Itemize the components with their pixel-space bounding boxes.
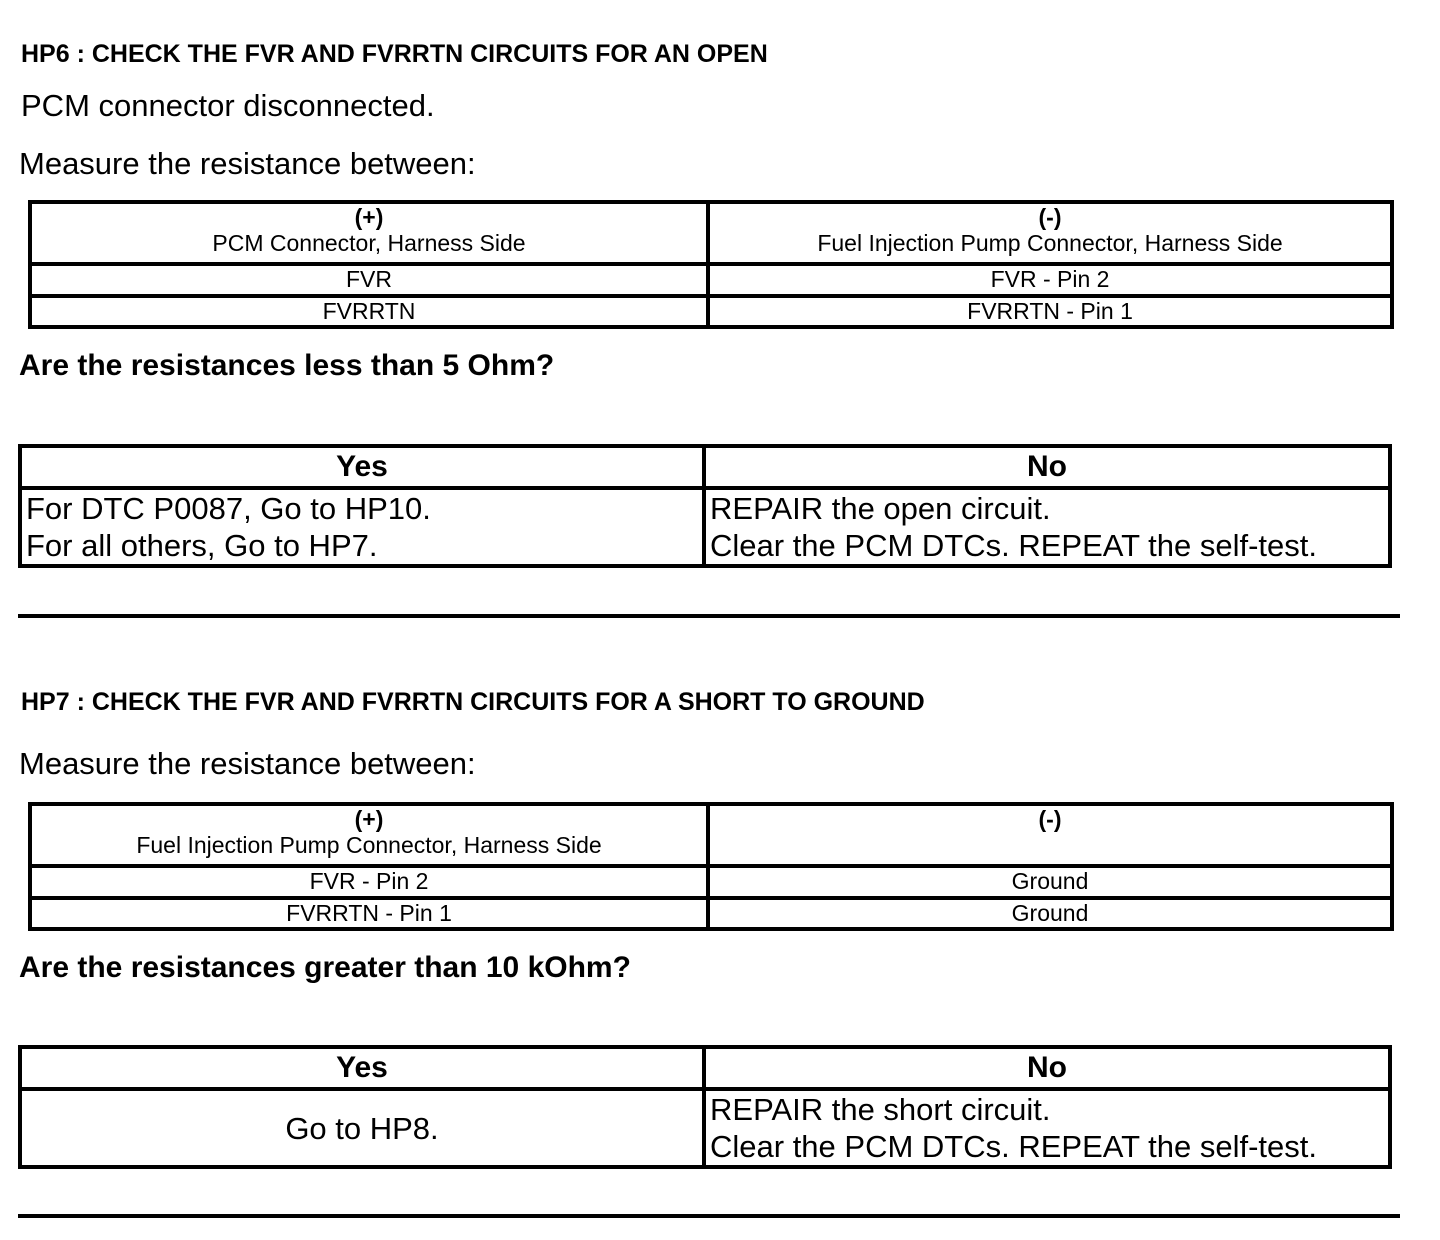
hp6-instruction: Measure the resistance between: bbox=[19, 146, 476, 181]
hp6-plus-sign: (+) bbox=[354, 204, 384, 230]
table-row bbox=[30, 296, 1392, 327]
table-row bbox=[20, 488, 1390, 566]
hp7-yes-header: Yes bbox=[20, 1047, 704, 1089]
hp6-minus-sign: (-) bbox=[1038, 204, 1062, 230]
section-divider bbox=[18, 614, 1400, 618]
hp7-yes-line-1: Go to HP8. bbox=[285, 1110, 439, 1146]
hp7-no-line-2: Clear the PCM DTCs. REPEAT the self-test. bbox=[710, 1129, 1317, 1165]
table-row bbox=[20, 1089, 1390, 1167]
hp7-minus-sign: (-) bbox=[1038, 806, 1062, 832]
hp6-row2-plus: FVRRTN bbox=[30, 296, 708, 327]
hp7-no-cell bbox=[704, 1089, 1390, 1167]
hp7-yes-cell bbox=[20, 1089, 704, 1167]
hp7-row2-plus: FVRRTN - Pin 1 bbox=[30, 898, 708, 929]
hp7-no-header: No bbox=[704, 1047, 1390, 1089]
hp7-minus-header-cell bbox=[708, 804, 1392, 866]
hp6-no-header: No bbox=[704, 446, 1390, 488]
hp7-no-line-1: REPAIR the short circuit. bbox=[710, 1092, 1051, 1127]
hp7-measurement-table bbox=[28, 802, 1394, 931]
hp7-plus-header-cell bbox=[30, 804, 708, 866]
hp6-yes-line-2: For all others, Go to HP7. bbox=[26, 528, 378, 564]
hp7-row1-plus: FVR - Pin 2 bbox=[30, 866, 708, 898]
hp6-plus-header-cell bbox=[30, 202, 708, 264]
hp6-minus-header-cell bbox=[708, 202, 1392, 264]
table-row bbox=[30, 898, 1392, 929]
hp7-result-header-row bbox=[20, 1047, 1390, 1089]
hp7-instruction: Measure the resistance between: bbox=[19, 746, 476, 781]
hp6-result-header-row bbox=[20, 446, 1390, 488]
hp6-question: Are the resistances less than 5 Ohm? bbox=[19, 349, 555, 382]
hp6-condition: PCM connector disconnected. bbox=[21, 88, 435, 123]
hp6-result-table bbox=[18, 444, 1392, 568]
table-row bbox=[30, 866, 1392, 898]
table-row bbox=[30, 264, 1392, 296]
hp6-yes-line-1: For DTC P0087, Go to HP10. bbox=[26, 491, 431, 526]
hp6-title: HP6 : CHECK THE FVR AND FVRRTN CIRCUITS FOR AN OPEN bbox=[21, 40, 768, 68]
section-divider bbox=[18, 1214, 1400, 1218]
hp6-no-line-2: Clear the PCM DTCs. REPEAT the self-test. bbox=[710, 528, 1317, 564]
hp7-plus-header: Fuel Injection Pump Connector, Harness Side bbox=[136, 832, 602, 859]
hp6-minus-header: Fuel Injection Pump Connector, Harness Side bbox=[817, 230, 1283, 257]
hp6-no-cell bbox=[704, 488, 1390, 566]
hp6-row1-plus: FVR bbox=[30, 264, 708, 296]
hp7-row1-minus: Ground bbox=[708, 866, 1392, 898]
hp7-question: Are the resistances greater than 10 kOhm? bbox=[19, 951, 631, 984]
hp7-measurement-header-row bbox=[30, 804, 1392, 866]
hp7-result-table bbox=[18, 1045, 1392, 1169]
hp6-plus-header: PCM Connector, Harness Side bbox=[212, 230, 526, 257]
hp6-yes-header: Yes bbox=[20, 446, 704, 488]
hp6-measurement-table bbox=[28, 200, 1394, 329]
hp6-yes-cell bbox=[20, 488, 704, 566]
hp7-plus-sign: (+) bbox=[354, 806, 384, 832]
hp6-no-line-1: REPAIR the open circuit. bbox=[710, 491, 1051, 526]
hp6-measurement-header-row bbox=[30, 202, 1392, 264]
hp6-row2-minus: FVRRTN - Pin 1 bbox=[708, 296, 1392, 327]
hp6-row1-minus: FVR - Pin 2 bbox=[708, 264, 1392, 296]
hp7-title: HP7 : CHECK THE FVR AND FVRRTN CIRCUITS FOR A SHORT TO GROUND bbox=[21, 688, 925, 716]
hp7-row2-minus: Ground bbox=[708, 898, 1392, 929]
